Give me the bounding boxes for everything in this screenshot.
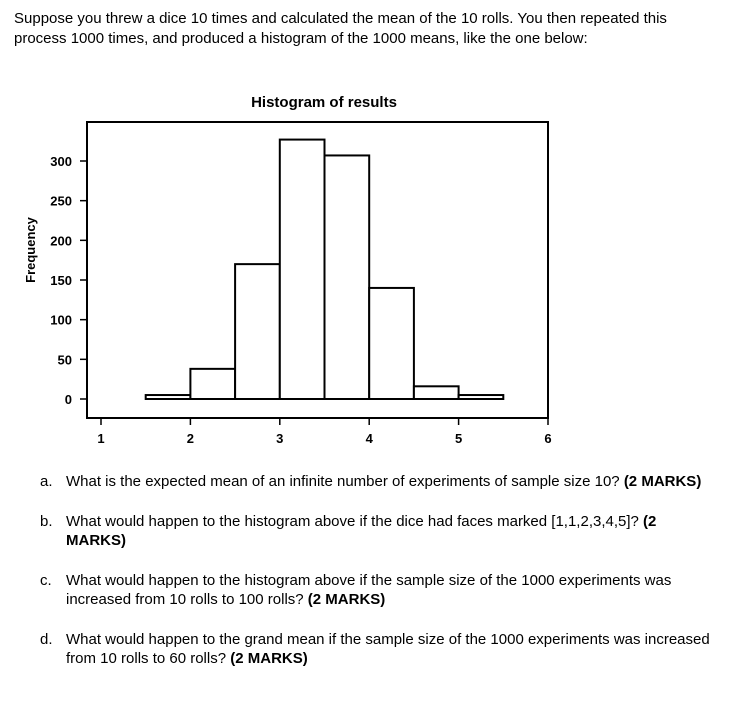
question-item [40,630,720,668]
x-tick-label: 5 [454,431,463,446]
question-marks: (2 MARKS) [66,513,657,549]
histogram-bar [325,155,370,399]
question-item [40,512,720,550]
question-text: What would happen to the histogram above if the dice had faces marked [1,1,2,3,4,5]? [66,513,639,530]
question-item [40,472,720,491]
y-tick-label: 150 [50,273,72,288]
question-letter: b. [40,513,53,530]
x-tick-label: 4 [365,431,373,446]
y-tick-label: 200 [50,233,72,249]
y-tick-label: 50 [57,352,72,368]
question-text: What is the expected mean of an infinite number of experiments of sample size 10? [66,473,620,490]
histogram-bar [280,140,325,399]
question-marks: (2 MARKS) [307,591,386,608]
question-list [40,472,720,689]
question-text: What would happen to the histogram above if the sample size of the 1000 experiments was increased from 10 rolls to 100 rolls? [66,572,672,608]
histogram-bar [414,386,459,399]
question-letter: d. [40,631,53,648]
y-tick-label: 0 [64,392,72,407]
y-axis-label: Frequency [23,217,38,283]
histogram-bar [190,369,235,399]
y-tick-label: 250 [50,193,72,209]
x-tick-label: 3 [276,431,284,446]
question-letter: a. [40,473,53,490]
question-marks: (2 MARKS) [623,473,702,490]
x-tick-label: 1 [97,431,105,446]
question-text: What would happen to the grand mean if the sample size of the 1000 experiments was increased from 10 rolls to 60 rolls? [66,631,710,667]
y-tick-label: 300 [50,154,72,169]
intro-text: Suppose you threw a dice 10 times and calculated the mean of the 10 rolls. You then repeated this process 1000 times, and produced a histogram of the 1000 means, like the one below: [14,10,667,47]
chart-title: Histogram of results [251,94,397,111]
histogram-bar [146,395,191,399]
histogram-bar [459,395,504,399]
question-item [40,571,720,609]
y-tick-label: 100 [50,312,72,328]
histogram-bar [369,288,414,399]
histogram-bar [235,264,280,399]
x-tick-label: 6 [544,431,552,446]
question-marks: (2 MARKS) [230,650,308,667]
question-letter: c. [40,572,52,589]
x-tick-label: 2 [186,431,195,446]
